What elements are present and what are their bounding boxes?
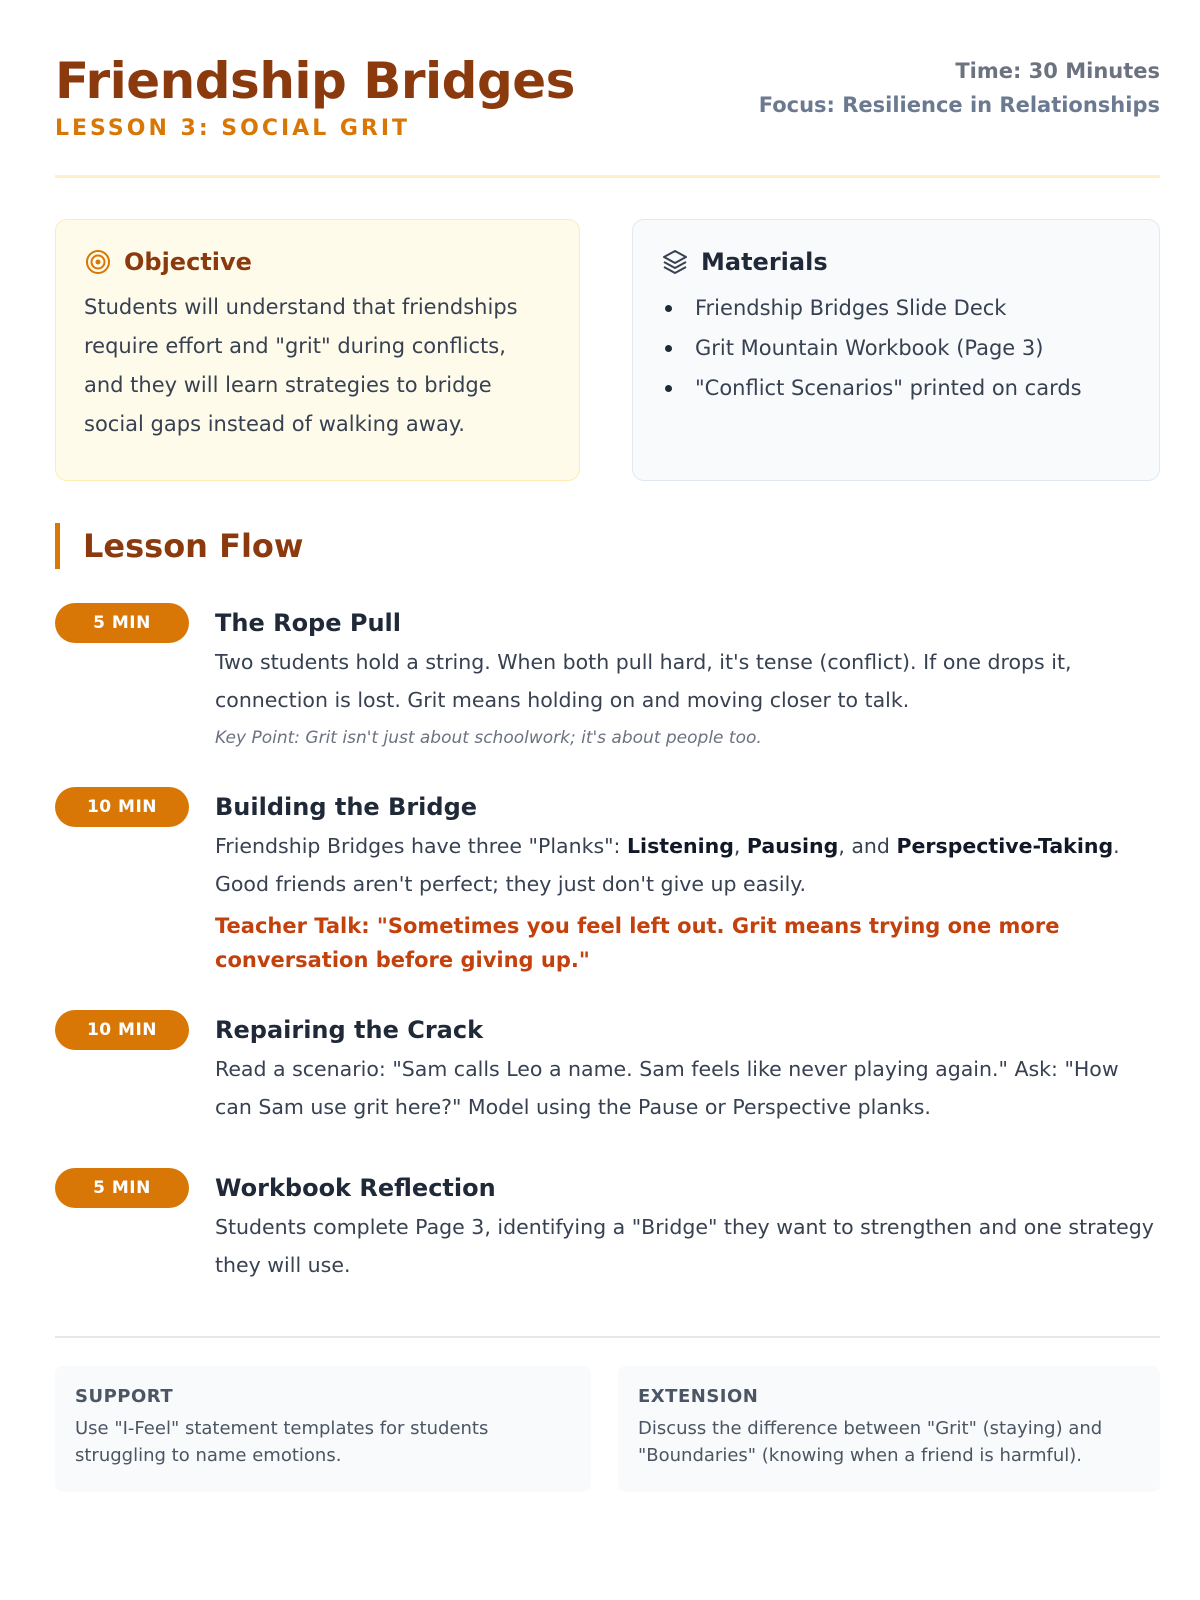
desc-sep: , and bbox=[838, 834, 897, 858]
lesson-plan-page bbox=[55, 0, 1160, 1466]
step-description: Two students hold a string. When both pull hard, it's tense (conflict). If one drops it, connection is lost. Grit means holding on and moving closer to talk. bbox=[215, 650, 1072, 712]
extension-card bbox=[618, 1366, 1160, 1492]
step-title: The Rope Pull bbox=[215, 609, 401, 637]
step-description bbox=[215, 827, 1160, 903]
lesson-subtitle: LESSON 3: SOCIAL GRIT bbox=[55, 116, 411, 141]
teacher-talk: Teacher Talk: "Sometimes you feel left out. Grit means trying one more conversation before giving up." bbox=[215, 914, 1060, 972]
step-title: Workbook Reflection bbox=[215, 1174, 496, 1202]
material-item: "Conflict Scenarios" printed on cards bbox=[661, 368, 1131, 408]
support-card bbox=[55, 1366, 591, 1492]
page-title: Friendship Bridges bbox=[55, 52, 575, 110]
support-text: Use "I-Feel" statement templates for students struggling to name emotions. bbox=[75, 1418, 489, 1466]
plank-perspective-taking: Perspective-Taking bbox=[896, 834, 1114, 858]
extension-text: Discuss the difference between "Grit" (staying) and "Boundaries" (knowing when a friend is harmful). bbox=[638, 1418, 1103, 1466]
lesson-focus: Focus: Resilience in Relationships bbox=[758, 93, 1160, 117]
material-item: Grit Mountain Workbook (Page 3) bbox=[661, 328, 1131, 368]
duration-badge: 5 MIN bbox=[55, 1168, 189, 1208]
duration-badge: 10 MIN bbox=[55, 1010, 189, 1050]
objective-card bbox=[55, 219, 580, 481]
material-item: Friendship Bridges Slide Deck bbox=[661, 288, 1131, 328]
objective-header bbox=[84, 248, 551, 276]
step-title: Repairing the Crack bbox=[215, 1016, 484, 1044]
desc-sep: , bbox=[733, 834, 747, 858]
duration-badge: 10 MIN bbox=[55, 787, 189, 827]
materials-heading: Materials bbox=[701, 248, 828, 276]
desc-intro: Friendship Bridges have three "Planks": bbox=[215, 834, 627, 858]
desc-end: . Good friends aren't perfect; they just don't give up easily. bbox=[215, 834, 1120, 896]
plank-listening: Listening bbox=[626, 834, 734, 858]
step-body bbox=[215, 1010, 1160, 1126]
layers-icon bbox=[661, 248, 689, 276]
step-description: Read a scenario: "Sam calls Leo a name. Sam feels like never playing again." Ask: "How can Sam use grit here?" Model using the Pause or Perspective planks. bbox=[215, 1057, 1119, 1119]
objective-text: Students will understand that friendships require effort and "grit" during conflicts, and they will learn strategies to bridge social gaps instead of walking away. bbox=[84, 295, 518, 436]
objective-heading: Objective bbox=[124, 248, 252, 276]
target-icon bbox=[84, 248, 112, 276]
duration-badge: 5 MIN bbox=[55, 603, 189, 643]
step-description: Students complete Page 3, identifying a "Bridge" they want to strengthen and one strategy they will use. bbox=[215, 1215, 1154, 1277]
lesson-meta bbox=[759, 54, 1160, 122]
lesson-time: Time: 30 Minutes bbox=[955, 59, 1160, 83]
materials-card bbox=[632, 219, 1160, 481]
lesson-flow-heading: Lesson Flow bbox=[55, 523, 303, 569]
key-point: Key Point: Grit isn't just about schoolwork; it's about people too. bbox=[215, 728, 762, 748]
materials-list bbox=[661, 288, 1131, 408]
header bbox=[55, 0, 1160, 178]
step-body bbox=[215, 1168, 1160, 1284]
step-body bbox=[215, 787, 1160, 977]
materials-header bbox=[661, 248, 1131, 276]
step-body bbox=[215, 603, 1160, 751]
support-heading: SUPPORT bbox=[75, 1386, 174, 1407]
section-divider bbox=[55, 1336, 1160, 1338]
extension-heading: EXTENSION bbox=[638, 1386, 759, 1407]
step-title: Building the Bridge bbox=[215, 793, 478, 821]
plank-pausing: Pausing bbox=[746, 834, 839, 858]
